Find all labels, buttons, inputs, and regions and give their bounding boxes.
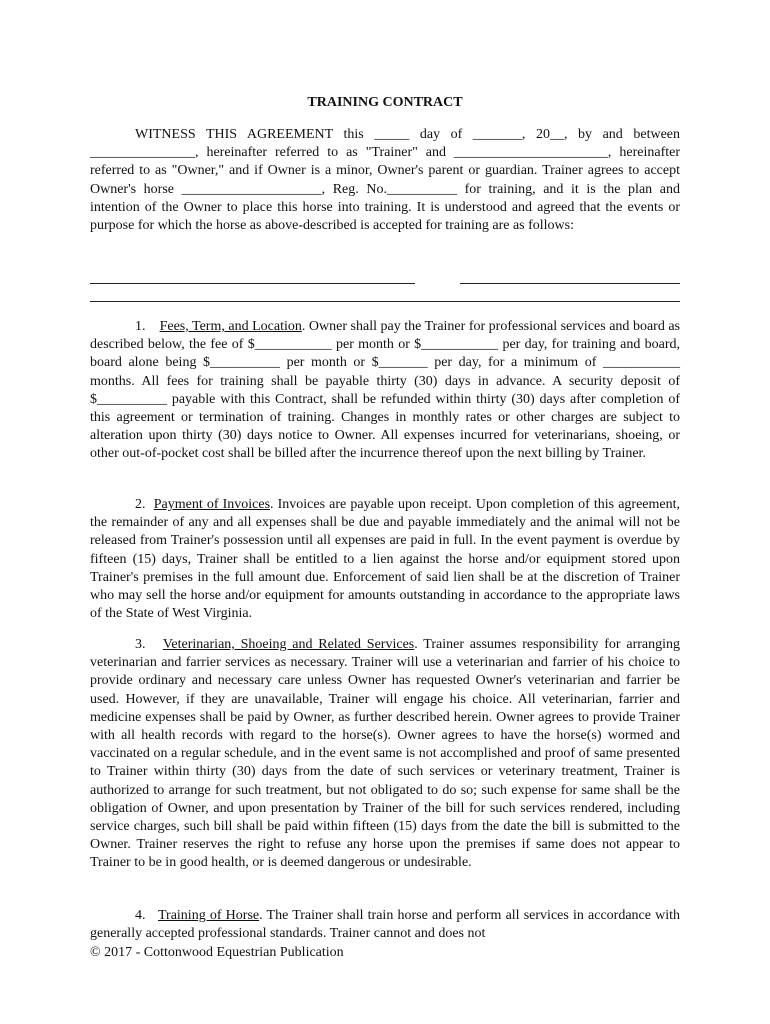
section-number: 3. <box>135 637 146 652</box>
section-heading: Veterinarian, Shoeing and Related Services <box>162 637 415 652</box>
intro-text: WITNESS THIS AGREEMENT this _____ day of _______, 20__, by and between _______________, hereinafter referred to as "Trainer" and ______________________, hereinafter referred to as "Owner," and if Owner is a minor, Owner's parent or guardian. Trainer agrees to accept Owner's horse ____________________, Reg. No.__________ for training, and it is the plan and intention of the Owner to place this horse into training. It is understood and agreed that the events or purpose for which the horse as above-described is accepted for training are as follows: <box>90 127 680 234</box>
section-2 <box>90 496 680 623</box>
section-heading: Training of Horse <box>157 908 260 923</box>
blank-line-full <box>90 301 680 302</box>
copyright-footer: © 2017 - Cottonwood Equestrian Publication <box>90 945 344 960</box>
section-body: . The Trainer shall train horse and perform all services in accordance with generally accepted professional standards. Trainer cannot and does not <box>90 908 681 942</box>
section-number: 1. <box>135 319 146 334</box>
blank-line-right <box>460 283 680 284</box>
section-body: . Invoices are payable upon receipt. Upon completion of this agreement, the remainder of any and all expenses shall be due and payable immediately and the animal will not be released from Trainer's possession until all expenses are paid in full. In the event payment is overdue by fifteen (15) days, Trainer shall be entitled to a lien against the horse and/or equipment stored upon Trainer's premises in the full amount due. Enforcement of said lien shall be at the discretion of Trainer who may sell the horse and/or equipment for amounts outstanding in accordance to the appropriate laws of the State of West Virginia. <box>90 497 680 622</box>
section-number: 4. <box>135 908 146 923</box>
section-4 <box>90 907 680 943</box>
blank-line-left <box>90 283 415 284</box>
intro-paragraph <box>90 126 680 235</box>
section-heading: Payment of Invoices <box>153 497 271 512</box>
section-body: . Trainer assumes responsibility for arranging veterinarian and farrier services as necessary. Trainer will use a veterinarian and farrier of his choice to provide ordinary and necessary care unless Owner has requested Owner's veterinarian and farrier be used. However, if they are unavailable, Trainer will engage his choice. All veterinarian, farrier and medicine expenses shall be paid by Owner, as further described herein. Owner agrees to provide Trainer with all health records with regard to the horse(s). Owner agrees to have the horse(s) wormed and vaccinated on a regular schedule, and in the event same is not accomplished and proof of same presented to Trainer within thirty (30) days from the date of such services or veterinary treatment, Trainer is authorized to arrange for such treatment, but not obligated to do so; such expense for same shall be the obligation of Owner, and upon presentation by Trainer of the bill for such services rendered, including service charges, such bill shall be paid within fifteen (15) days from the date the bill is submitted to the Owner. Trainer reserves the right to refuse any horse upon the premises if same does not appear to Trainer to be in good health, or is deemed dangerous or undesirable. <box>90 637 681 871</box>
section-number: 2. <box>135 497 146 512</box>
section-1 <box>90 318 680 464</box>
section-3 <box>90 636 680 873</box>
section-body: . Owner shall pay the Trainer for professional services and board as described below, the fee of $___________ per month or $___________ per day, for training and board, board alone being $__________ per month or $_______ per day, for a minimum of ___________ months. All fees for training shall be payable thirty (30) days in advance. A security deposit of $__________ payable with this Contract, shall be refunded within thirty (30) days after completion of this agreement or termination of training. Changes in monthly rates or other charges are subject to alteration upon thirty (30) days notice to Owner. All expenses incurred for veterinarians, shoeing, or other out-of-pocket cost shall be billed after the incurrence thereof upon the next billing by Trainer. <box>90 319 681 462</box>
section-heading: Fees, Term, and Location <box>159 319 302 334</box>
document-title: TRAINING CONTRACT <box>307 95 463 110</box>
